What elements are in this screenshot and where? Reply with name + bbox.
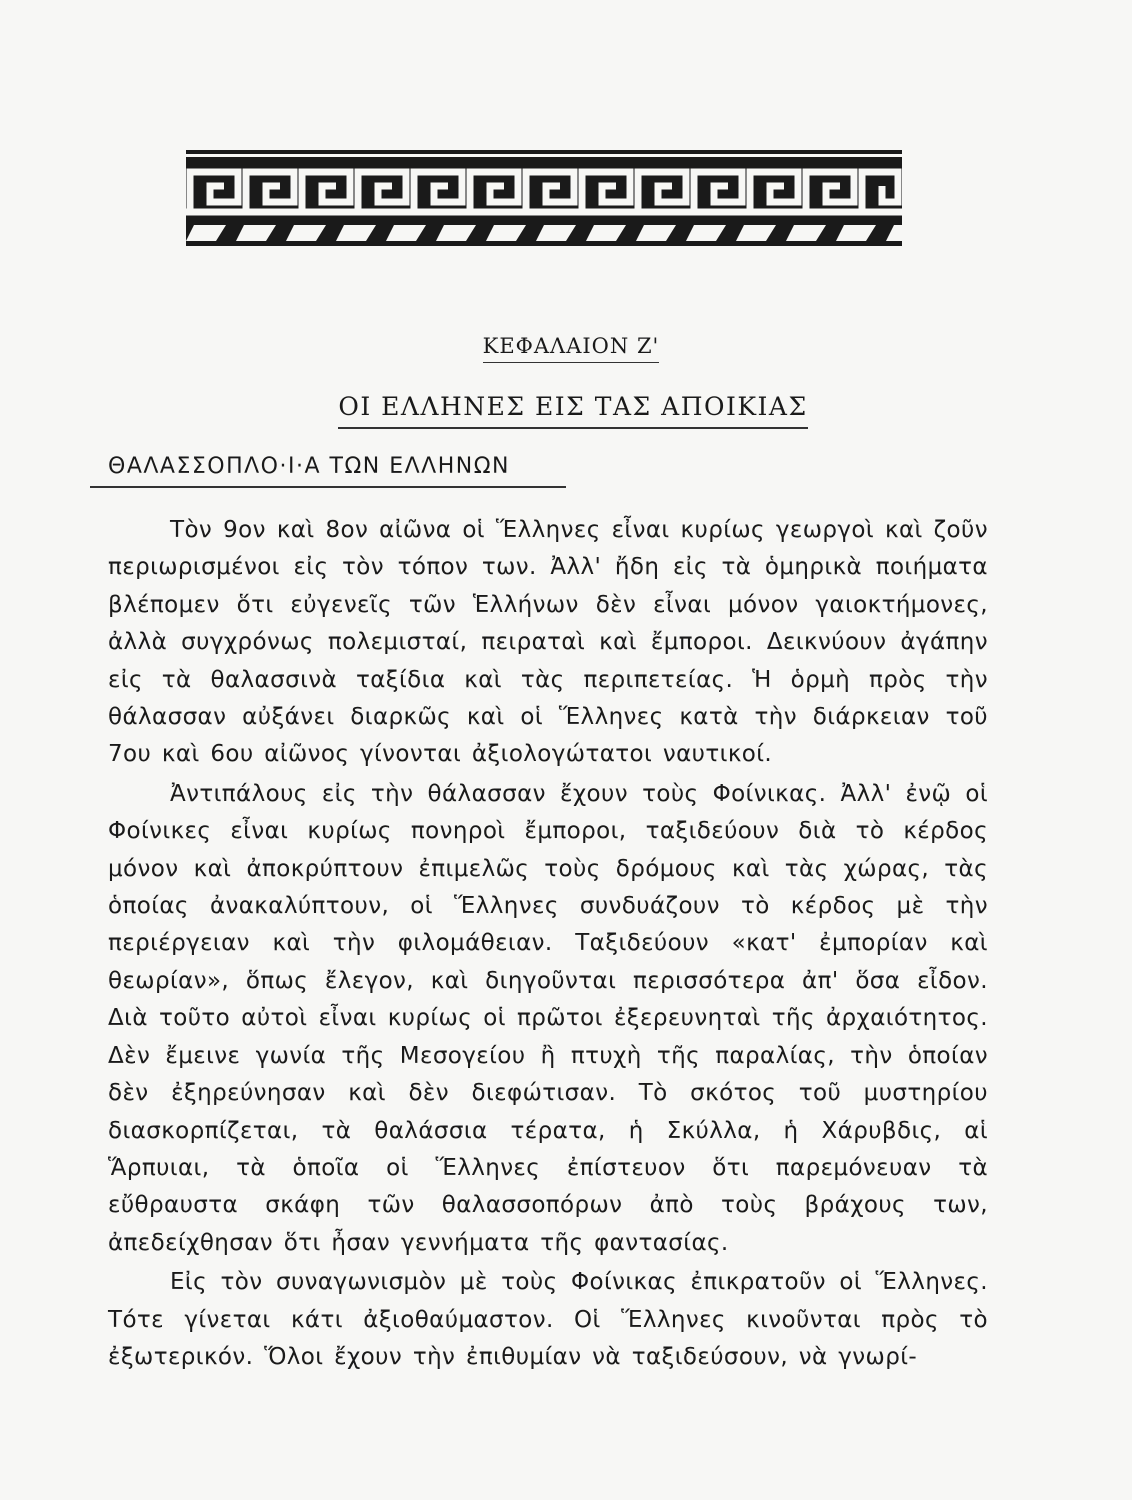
chapter-title <box>0 392 1132 429</box>
paragraph: Ἀντιπάλους εἰς τὴν θάλασσαν ἔχουν τοὺς Φοίνικας. Ἀλλ' ἐνῷ οἱ Φοίνικες εἶναι κυρίως πονηροὶ ἔμποροι, ταξιδεύουν διὰ τὸ κέρδος μόνον καὶ ἀποκρύπτουν ἐπιμελῶς τοὺς δρόμους καὶ τὰς χώρας, τὰς ὁποίας ἀνακαλύπτουν, οἱ Ἕλληνες συνδυάζουν τὸ κέρδος μὲ τὴν περιέργειαν καὶ τὴν φιλομάθειαν. Ταξιδεύουν «κατ' ἐμπορίαν καὶ θεωρίαν», ὅπως ἔλεγον, καὶ διηγοῦνται περισσότερα ἀπ' ὅσα εἶδον. Διὰ τοῦτο αὐτοὶ εἶναι κυρίως οἱ πρῶτοι ἐξερευνηταὶ τῆς ἀρχαιότητος. Δὲν ἔμεινε γωνία τῆς Μεσογείου ἢ πτυχὴ τῆς παραλίας, τὴν ὁποίαν δὲν ἐξηρεύνησαν καὶ δὲν διεφώτισαν. Τὸ σκότος τοῦ μυστηρίου διασκορπίζεται, τὰ θαλάσσια τέρατα, ἡ Σκύλλα, ἡ Χάρυβδις, αἱ Ἅρπυιαι, τὰ ὁποῖα οἱ Ἕλληνες ἐπίστευον ὅτι παρεμόνευαν τὰ εὔθραυστα σκάφη τῶν θαλασσοπόρων ἀπὸ τοὺς βράχους των, ἀπεδείχθησαν ὅτι ἦσαν γεννήματα τῆς φαντασίας. <box>108 780 988 1256</box>
chapter-label <box>0 334 1132 363</box>
body-text <box>108 512 988 1378</box>
paragraph: Εἰς τὸν συναγωνισμὸν μὲ τοὺς Φοίνικας ἐπικρατοῦν οἱ Ἕλληνες. Τότε γίνεται κάτι ἀξιοθαύμαστον. Οἱ Ἕλληνες κινοῦνται πρὸς τὸ ἐξωτερικόν. Ὅλοι ἔχουν τὴν ἐπιθυμίαν νὰ ταξιδεύσουν, νὰ γνωρί- <box>108 1269 988 1370</box>
chapter-title-text: ΟΙ ΕΛΛΗΝΕΣ ΕΙΣ ΤΑΣ ΑΠΟΙΚΙΑΣ <box>338 392 807 429</box>
paragraph: Τὸν 9ον καὶ 8ον αἰῶνα οἱ Ἕλληνες εἶναι κυρίως γεωργοὶ καὶ ζοῦν περιωρισμένοι εἰς τὸν τόπον των. Ἀλλ' ἤδη εἰς τὰ ὁμηρικὰ ποιήματα βλέπομεν ὅτι εὐγενεῖς τῶν Ἑλλήνων δὲν εἶναι μόνον γαιοκτήμονες, ἀλλὰ συγχρόνως πολεμισταί, πειραταὶ καὶ ἔμποροι. Δεικνύουν ἀγάπην εἰς τὰ θαλασσινὰ ταξίδια καὶ τὰς περιπετείας. Ἡ ὁρμὴ πρὸς τὴν θάλασσαν αὐξάνει διαρκῶς καὶ οἱ Ἕλληνες κατὰ τὴν διάρκειαν τοῦ 7ου καὶ 6ου αἰῶνος γίνονται ἀξιολογώτατοι ναυτικοί. <box>108 517 988 768</box>
section-heading: ΘΑΛΑΣΣΟΠΛΟ·Ι·Α ΤΩΝ ΕΛΛΗΝΩΝ <box>108 454 510 479</box>
chapter-label-text: ΚΕΦΑΛΑΙΟΝ Ζ' <box>483 334 660 363</box>
section-heading-underline <box>90 486 566 488</box>
greek-key-ornament <box>186 150 902 246</box>
